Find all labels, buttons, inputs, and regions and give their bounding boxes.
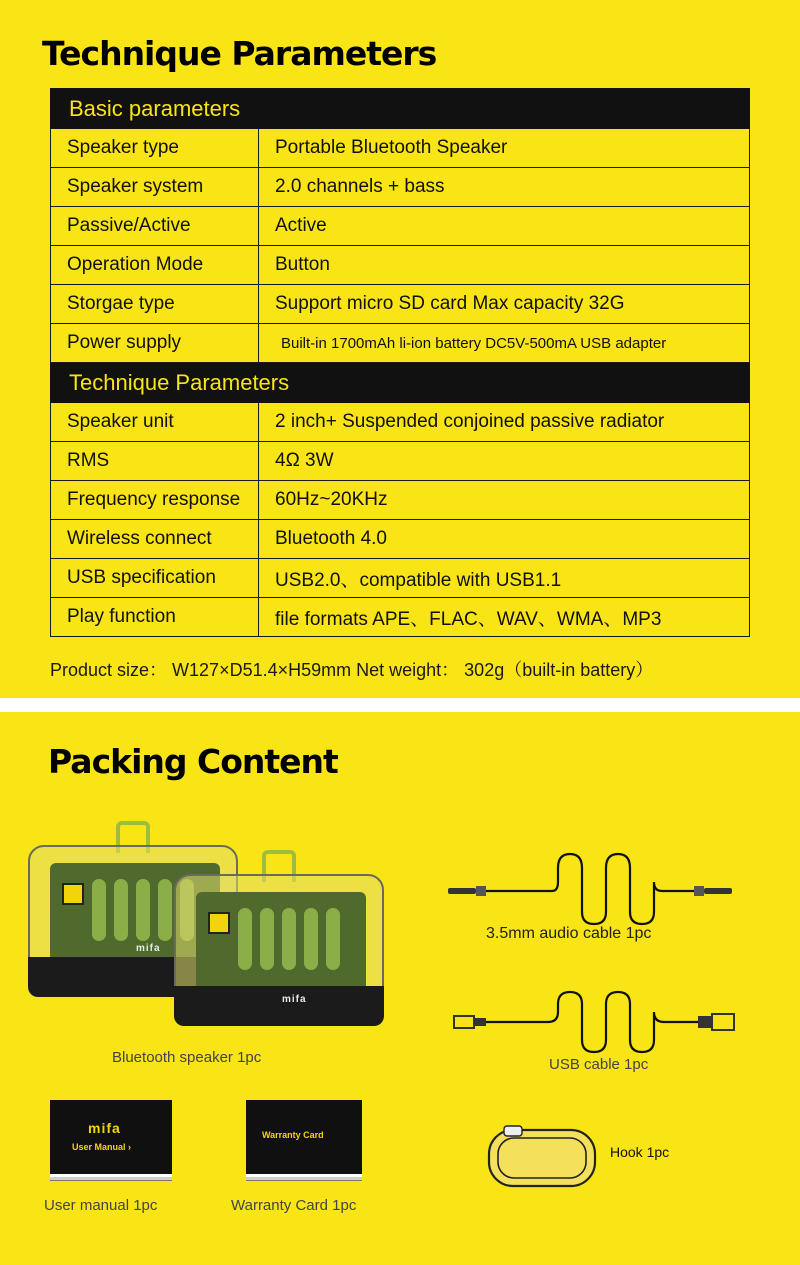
spec-label: Speaker unit bbox=[51, 403, 259, 442]
audio-cable-icon bbox=[440, 842, 740, 932]
spec-value: Bluetooth 4.0 bbox=[259, 520, 750, 559]
spec-label: Play function bbox=[51, 598, 259, 637]
spec-value: Active bbox=[259, 207, 750, 246]
spec-value: file formats APE、FLAC、WAV、WMA、MP3 bbox=[259, 598, 750, 637]
warranty-card-image bbox=[246, 1100, 362, 1174]
spec-label: Storgae type bbox=[51, 285, 259, 324]
spec-value: 2.0 channels + bass bbox=[259, 168, 750, 207]
spec-row bbox=[51, 324, 750, 363]
spec-value: 4Ω 3W bbox=[259, 442, 750, 481]
spec-row bbox=[51, 442, 750, 481]
spec-row bbox=[51, 129, 750, 168]
spec-group-title: Basic parameters bbox=[51, 89, 750, 129]
speaker-back-brand: mifa bbox=[136, 943, 161, 954]
spec-group-title: Technique Parameters bbox=[51, 363, 750, 403]
product-size-line: Product size： W127×D51.4×H59mm Net weight： 302g（built-in battery） bbox=[50, 660, 654, 680]
speaker-front-image bbox=[174, 844, 384, 1034]
manual-subtitle: User Manual › bbox=[72, 1142, 132, 1152]
hook-icon bbox=[486, 1124, 598, 1190]
spec-label: RMS bbox=[51, 442, 259, 481]
spec-label: Wireless connect bbox=[51, 520, 259, 559]
manual-brand: mifa bbox=[88, 1120, 121, 1136]
spec-row bbox=[51, 246, 750, 285]
spec-title: Technique Parameters bbox=[42, 34, 437, 73]
user-manual-caption: User manual 1pc bbox=[44, 1197, 158, 1214]
spec-label: Passive/Active bbox=[51, 207, 259, 246]
spec-row bbox=[51, 403, 750, 442]
audio-cable-caption: 3.5mm audio cable 1pc bbox=[486, 925, 652, 942]
spec-value: Built-in 1700mAh li-ion battery DC5V-500mA USB adapter bbox=[259, 324, 750, 363]
usb-cable-icon bbox=[448, 982, 748, 1062]
spec-group-header bbox=[51, 89, 750, 129]
spec-row bbox=[51, 168, 750, 207]
speaker-front-brand: mifa bbox=[282, 994, 307, 1005]
usb-cable-caption: USB cable 1pc bbox=[549, 1056, 649, 1073]
spec-label: USB specification bbox=[51, 559, 259, 598]
packing-panel bbox=[0, 712, 800, 1265]
spec-label: Frequency response bbox=[51, 481, 259, 520]
spec-label: Speaker system bbox=[51, 168, 259, 207]
spec-value: Support micro SD card Max capacity 32G bbox=[259, 285, 750, 324]
spec-row bbox=[51, 598, 750, 637]
spec-row bbox=[51, 285, 750, 324]
spec-label: Power supply bbox=[51, 324, 259, 363]
spec-value: USB2.0、compatible with USB1.1 bbox=[259, 559, 750, 598]
spec-row bbox=[51, 207, 750, 246]
spec-group-header bbox=[51, 363, 750, 403]
warranty-card-caption: Warranty Card 1pc bbox=[231, 1197, 357, 1214]
packing-title: Packing Content bbox=[48, 742, 338, 781]
spec-row bbox=[51, 481, 750, 520]
user-manual-image bbox=[50, 1100, 172, 1174]
spec-table bbox=[50, 88, 750, 637]
spec-value: Portable Bluetooth Speaker bbox=[259, 129, 750, 168]
spec-label: Speaker type bbox=[51, 129, 259, 168]
spec-label: Operation Mode bbox=[51, 246, 259, 285]
speaker-caption: Bluetooth speaker 1pc bbox=[112, 1049, 262, 1066]
spec-value: 60Hz~20KHz bbox=[259, 481, 750, 520]
spec-row bbox=[51, 520, 750, 559]
warranty-cover-text: Warranty Card bbox=[262, 1130, 324, 1140]
hook-caption: Hook 1pc bbox=[610, 1144, 670, 1160]
spec-row bbox=[51, 559, 750, 598]
spec-value: Button bbox=[259, 246, 750, 285]
spec-value: 2 inch+ Suspended conjoined passive radiator bbox=[259, 403, 750, 442]
